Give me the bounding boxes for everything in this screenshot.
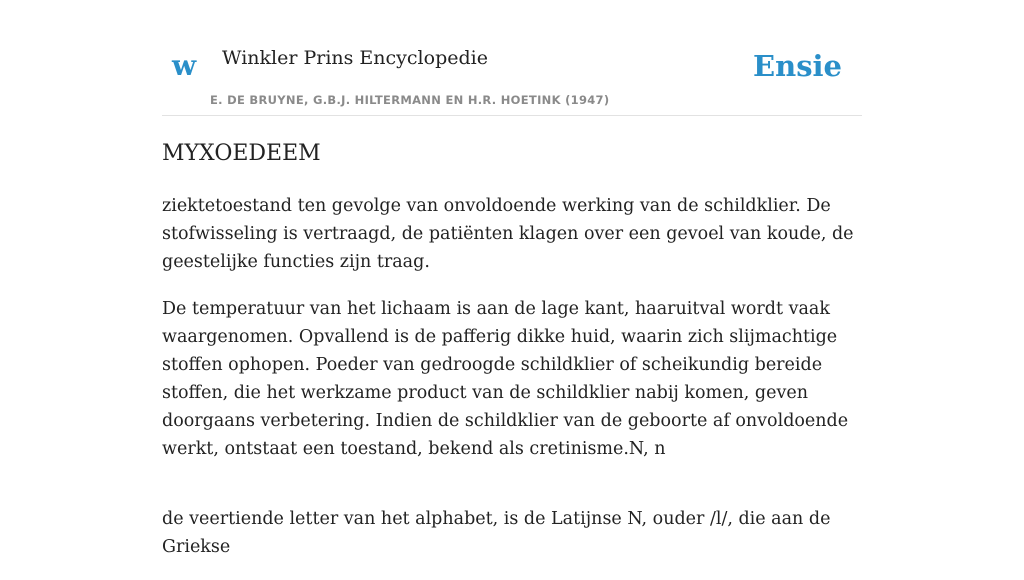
article-paragraph: De temperatuur van het lichaam is aan de lage kant, haaruitval wordt vaak waargenomen. Opvallend is de pafferig dikke huid, waarin zich slijmachtige stoffen ophopen. Poeder van gedroogde schildklier of scheikundig bereide stoffen, die het werkzame product van de schildklier nabij komen, geven doorgaans verbetering. Indien de schildklier van de geboorte af onvoldoende werkt, ontstaat een toestand, bekend als cretinisme.N, n [162, 299, 849, 459]
publication-header [162, 40, 862, 116]
article-title: MYXOEDEEM [162, 141, 321, 166]
ensie-brand-logo[interactable]: Ensie [753, 49, 842, 83]
article-body [162, 192, 862, 580]
publication-authors: E. DE BRUYNE, G.B.J. HILTERMANN EN H.R. HOETINK (1947) [210, 93, 610, 107]
article-paragraph: ziektetoestand ten gevolge van onvoldoende werking van de schildklier. De stofwisseling is vertraagd, de patiënten klagen over een gevoel van koude, de geestelijke functies zijn traag. [162, 196, 854, 272]
publication-logo[interactable]: w [172, 49, 197, 82]
next-entry-paragraph: de veertiende letter van het alphabet, is de Latijnse N, ouder /l/, die aan de Griekse [162, 509, 831, 557]
publication-title[interactable]: Winkler Prins Encyclopedie [222, 47, 488, 69]
